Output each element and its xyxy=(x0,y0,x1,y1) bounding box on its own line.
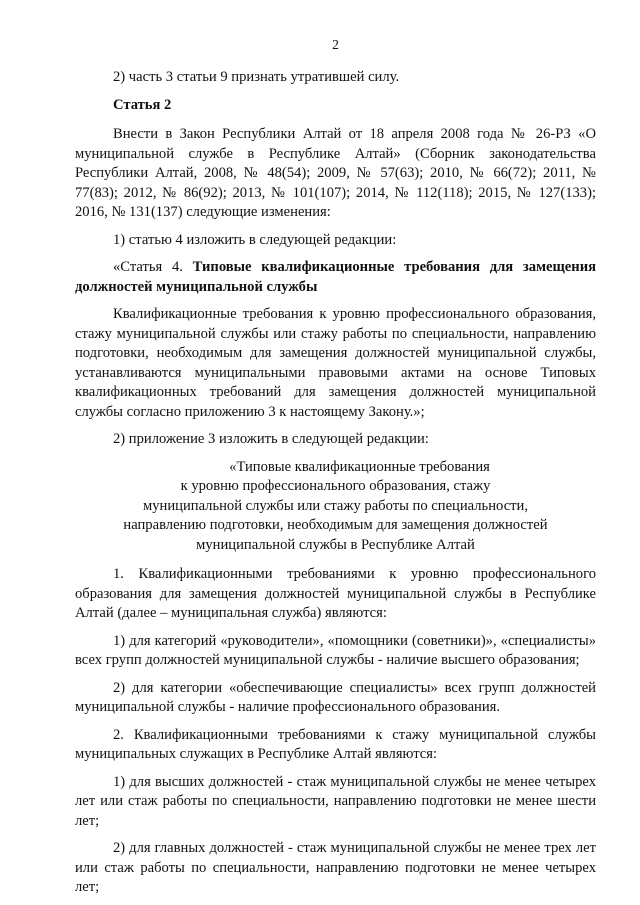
article-4-bold-title: Типовые квалификационные требования для замещения должностей муниципальной службы xyxy=(75,259,596,295)
paragraph-repeal-part: 2) часть 3 статьи 9 признать утратившей силу. xyxy=(113,69,400,85)
paragraph-experience-item-1: 1) для высших должностей - стаж муниципальной службы не менее четырех лет или стаж работы по специальности, направлению подготовки не менее шести лет; xyxy=(75,773,596,829)
paragraph-amend-law: Внести в Закон Республики Алтай от 18 апреля 2008 года № 26-РЗ «О муниципальной службе в Республике Алтай» (Сборник законодательства Республики Алтай, 2008, № 48(54); 2009, № 57(63); 2010, № 66(72); 2011, № 77(83); 2012, № 86(92); 2013, № 101(107); 2014, № 112(118); 2015, № 127(133); 2016, № 131(137) следующие изменения: xyxy=(75,126,596,220)
article-4-prefix: «Статья 4. xyxy=(113,259,193,275)
appendix-title-line-1: «Типовые квалификационные требования xyxy=(229,458,490,475)
appendix-title xyxy=(75,458,596,556)
paragraph-qualification-requirements: Квалификационные требования к уровню профессионального образования, стажу муниципальной службы или стажу работы по специальности, направлению подготовки, необходимым для замещения должностей муниципальной службы, устанавливаются муниципальными правовыми актами на основе Типовых квалификационных требований для замещения должностей муниципальной службы согласно приложению 3 к настоящему Закону.»; xyxy=(75,306,596,420)
paragraph-education-item-1: 1) для категорий «руководители», «помощники (советники)», «специалисты» всех групп должностей муниципальной службы - наличие высшего образования; xyxy=(75,632,596,668)
paragraph-article-4-title xyxy=(75,258,596,297)
appendix-title-line-5: муниципальной службы в Республике Алтай xyxy=(196,536,475,553)
page-number: 2 xyxy=(332,37,339,52)
paragraph-item-2: 2) приложение 3 изложить в следующей редакции: xyxy=(113,431,429,447)
paragraph-experience-requirements: 2. Квалификационными требованиями к стажу муниципальной службы муниципальных служащих в Республике Алтай являются: xyxy=(75,726,596,762)
appendix-title-line-2: к уровню профессионального образования, стажу xyxy=(180,478,491,494)
paragraph-education-item-2: 2) для категории «обеспечивающие специалисты» всех групп должностей муниципальной службы - наличие профессионального образования. xyxy=(75,679,596,715)
article-2-heading: Статья 2 xyxy=(113,96,172,113)
paragraph-education-requirements: 1. Квалификационными требованиями к уровню профессионального образования для замещения должностей муниципальной службы в Республике Алтай (далее – муниципальная служба) являются: xyxy=(75,566,596,621)
paragraph-item-1: 1) статью 4 изложить в следующей редакции: xyxy=(113,231,397,248)
paragraph-experience-item-2: 2) для главных должностей - стаж муниципальной службы не менее трех лет или стаж работы по специальности, направлению подготовки не менее четырех лет; xyxy=(75,840,596,895)
appendix-title-line-3: муниципальной службы или стажу работы по специальности, xyxy=(142,497,529,514)
appendix-title-line-4: направлению подготовки, необходимым для замещения должностей xyxy=(123,517,548,533)
